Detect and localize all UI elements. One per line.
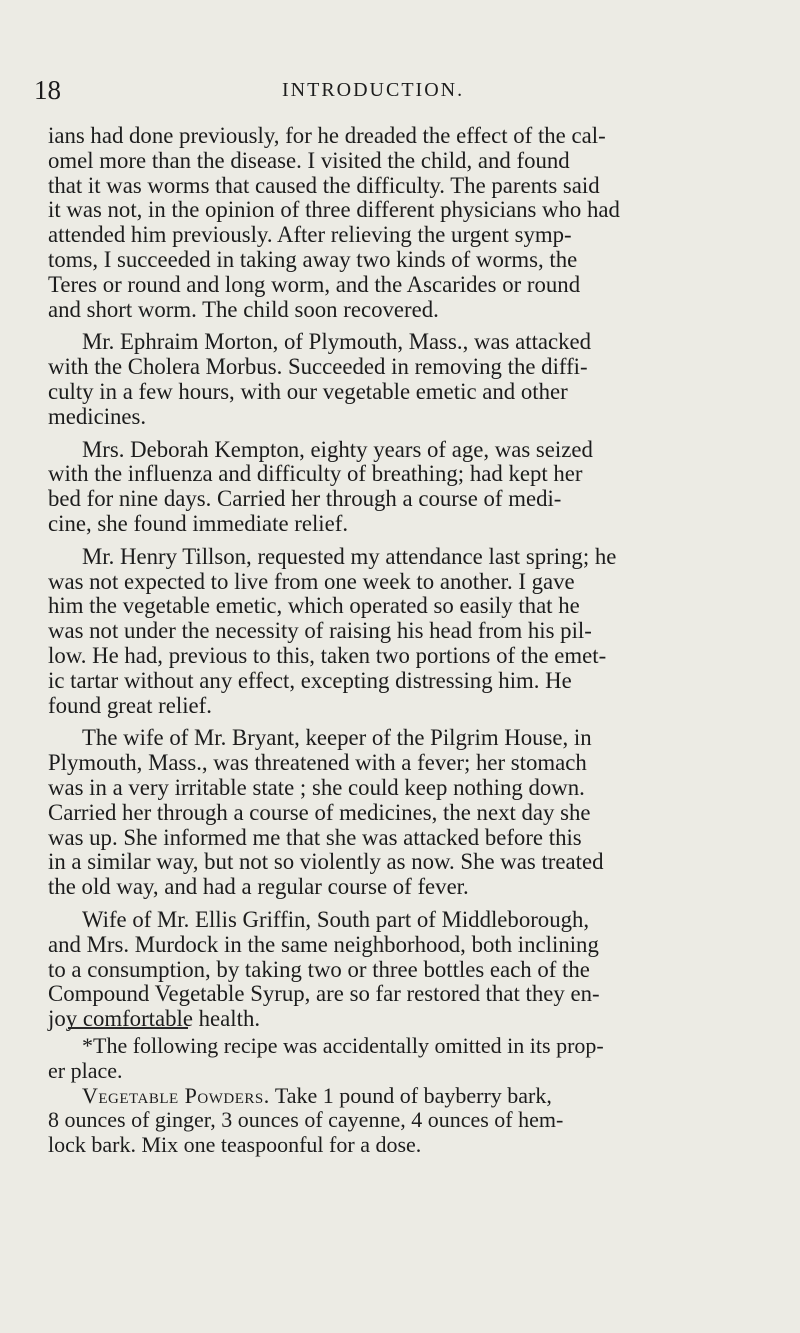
page-number: 18: [34, 75, 61, 105]
text-line: and Mrs. Murdock in the same neighborhood, both inclining: [48, 931, 599, 957]
text-line: was up. She informed me that she was attacked before this: [48, 824, 582, 850]
recipe-heading: Vegetable Powders.: [82, 1082, 270, 1108]
text-line: ians had done previously, for he dreaded the effect of the cal-: [48, 123, 606, 148]
text-line: found great relief.: [48, 692, 212, 718]
text-line: the old way, and had a regular course of fever.: [48, 874, 469, 900]
text-line: The wife of Mr. Bryant, keeper of the Pilgrim House, in: [82, 725, 592, 751]
paragraph-tillson-case: [48, 545, 764, 719]
text-line: was not expected to live from one week to another. I gave: [48, 568, 575, 594]
running-title: INTRODUCTION.: [282, 79, 465, 101]
footnote-recipe: [48, 1084, 764, 1158]
text-line: Carried her through a course of medicines, the next day she: [48, 799, 591, 825]
text-line: cine, she found immediate relief.: [48, 510, 349, 536]
text-line: attended him previously. After relieving the urgent symp-: [48, 222, 572, 248]
recipe-text: Take 1 pound of bayberry bark,: [269, 1082, 552, 1108]
text-line: with the Cholera Morbus. Succeeded in removing the diffi-: [48, 354, 588, 380]
text-line: 8 ounces of ginger, 3 ounces of cayenne, 4 ounces of hem-: [48, 1107, 564, 1133]
body-text: [48, 124, 764, 1040]
text-line: Mr. Ephraim Morton, of Plymouth, Mass., was attacked: [82, 329, 592, 355]
footnote-intro: [48, 1034, 764, 1084]
text-line: ic tartar without any effect, excepting distressing him. He: [48, 667, 572, 693]
text-line: Teres or round and long worm, and the Ascarides or round: [48, 271, 581, 297]
paragraph-morton-case: [48, 330, 764, 429]
recipe-first-line: [48, 1084, 764, 1109]
footnote-rule: [68, 1027, 188, 1029]
text-line: Plymouth, Mass., was threatened with a fever; her stomach: [48, 750, 587, 776]
text-line: joy comfortable health.: [48, 1006, 261, 1032]
text-line: him the vegetable emetic, which operated so easily that he: [48, 593, 580, 619]
paragraph-griffin-case: [48, 908, 764, 1032]
text-line: omel more than the disease. I visited the child, and found: [48, 147, 570, 173]
text-line: was not under the necessity of raising his head from his pil-: [48, 618, 592, 644]
paragraph-continued-case: [48, 124, 764, 322]
running-head: [34, 72, 754, 108]
text-line: was in a very irritable state ; she could keep nothing down.: [48, 774, 585, 800]
text-line: lock bark. Mix one teaspoonful for a dose.: [48, 1132, 422, 1158]
text-line: and short worm. The child soon recovered.: [48, 296, 439, 322]
text-line: *The following recipe was accidentally omitted in its prop-: [82, 1033, 604, 1058]
text-line: it was not, in the opinion of three different physicians who had: [48, 197, 620, 223]
text-line: Wife of Mr. Ellis Griffin, South part of Middleborough,: [82, 906, 590, 932]
text-line: with the influenza and difficulty of breathing; had kept her: [48, 461, 583, 487]
text-line: in a similar way, but not so violently as now. She was treated: [48, 849, 604, 875]
text-line: culty in a few hours, with our vegetable emetic and other: [48, 378, 568, 404]
text-line: bed for nine days. Carried her through a course of medi-: [48, 486, 562, 512]
text-line: Mrs. Deborah Kempton, eighty years of age, was seized: [82, 436, 593, 462]
footnote: [48, 1034, 764, 1158]
text-line: er place.: [48, 1057, 123, 1083]
text-line: that it was worms that caused the difficulty. The parents said: [48, 172, 600, 198]
text-line: low. He had, previous to this, taken two portions of the emet-: [48, 642, 607, 668]
paragraph-kempton-case: [48, 438, 764, 537]
text-line: medicines.: [48, 403, 147, 429]
text-line: to a consumption, by taking two or three bottles each of the: [48, 956, 590, 982]
text-line: Compound Vegetable Syrup, are so far restored that they en-: [48, 981, 600, 1007]
text-line: Mr. Henry Tillson, requested my attendance last spring; he: [82, 543, 617, 569]
text-line: toms, I succeeded in taking away two kinds of worms, the: [48, 246, 578, 272]
paragraph-bryant-case: [48, 726, 764, 900]
